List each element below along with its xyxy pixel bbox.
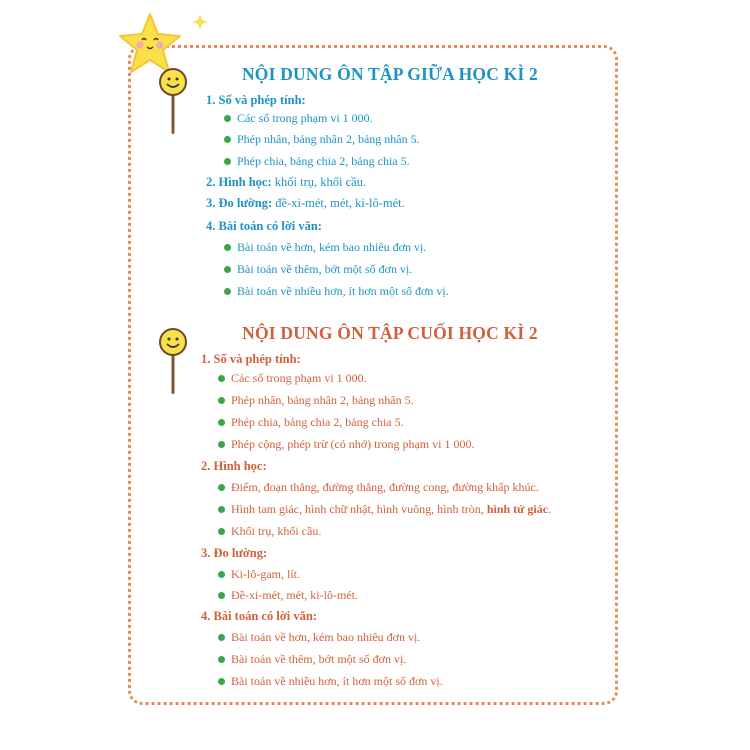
list-item: Các số trong phạm vi 1 000. [231, 371, 367, 385]
list-item: Điểm, đoạn thẳng, đường thẳng, đường cong, đường khấp khúc. [231, 480, 539, 494]
list-item: Các số trong phạm vi 1 000. [237, 111, 373, 125]
list-item: Phép chia, bảng chia 2, bảng chia 5. [231, 415, 404, 429]
list-item: Bài toán về nhiều hơn, ít hơn một số đơn vị. [231, 674, 443, 688]
list-item: Hình tam giác, hình chữ nhật, hình vuông, hình tròn, hình tứ giác. [231, 502, 552, 516]
midterm-title: NỘI DUNG ÔN TẬP GIỮA HỌC KÌ 2 [241, 64, 539, 84]
list-item: Phép nhân, bảng nhân 2, bảng nhân 5. [237, 132, 420, 146]
final-title: NỘI DUNG ÔN TẬP CUỐI HỌC KÌ 2 [242, 323, 538, 343]
midterm-heading-2: 2. Hình học: khối trụ, khối cầu. [206, 175, 367, 189]
final-heading-3: 3. Đo lường: [201, 546, 268, 560]
star-mascot-icon [116, 12, 184, 74]
smiley-lollipop-icon [158, 328, 188, 396]
midterm-heading-1: 1. Số và phép tính: [206, 93, 306, 107]
list-item: Bài toán về thêm, bớt một số đơn vị. [237, 262, 413, 276]
list-item: Phép chia, bảng chia 2, bảng chia 5. [237, 154, 410, 168]
midterm-heading-4: 4. Bài toán có lời văn: [206, 219, 322, 233]
smiley-lollipop-icon [158, 68, 188, 136]
list-item: Phép nhân, bảng nhân 2, bảng nhân 5. [231, 393, 414, 407]
list-item: Bài toán về thêm, bớt một số đơn vị. [231, 652, 407, 666]
sparkle-star-icon [192, 14, 208, 30]
midterm-heading-3: 3. Đo lường: đề-xi-mét, mét, ki-lô-mét. [206, 196, 405, 210]
list-item: Khối trụ, khối cầu. [231, 524, 322, 538]
final-heading-2: 2. Hình học: [201, 459, 267, 473]
list-item: Bài toán về nhiều hơn, ít hơn một số đơn vị. [237, 284, 449, 298]
list-item: Ki-lô-gam, lít. [231, 567, 300, 581]
list-item: Bài toán về hơn, kém bao nhiêu đơn vị. [237, 240, 427, 254]
list-item: Phép cộng, phép trừ (có nhớ) trong phạm vi 1 000. [231, 437, 475, 451]
final-heading-4: 4. Bài toán có lời văn: [201, 609, 317, 623]
list-item: Đề-xi-mét, mét, ki-lô-mét. [231, 588, 358, 602]
list-item: Bài toán về hơn, kém bao nhiêu đơn vị. [231, 630, 421, 644]
final-heading-1: 1. Số và phép tính: [201, 352, 301, 366]
